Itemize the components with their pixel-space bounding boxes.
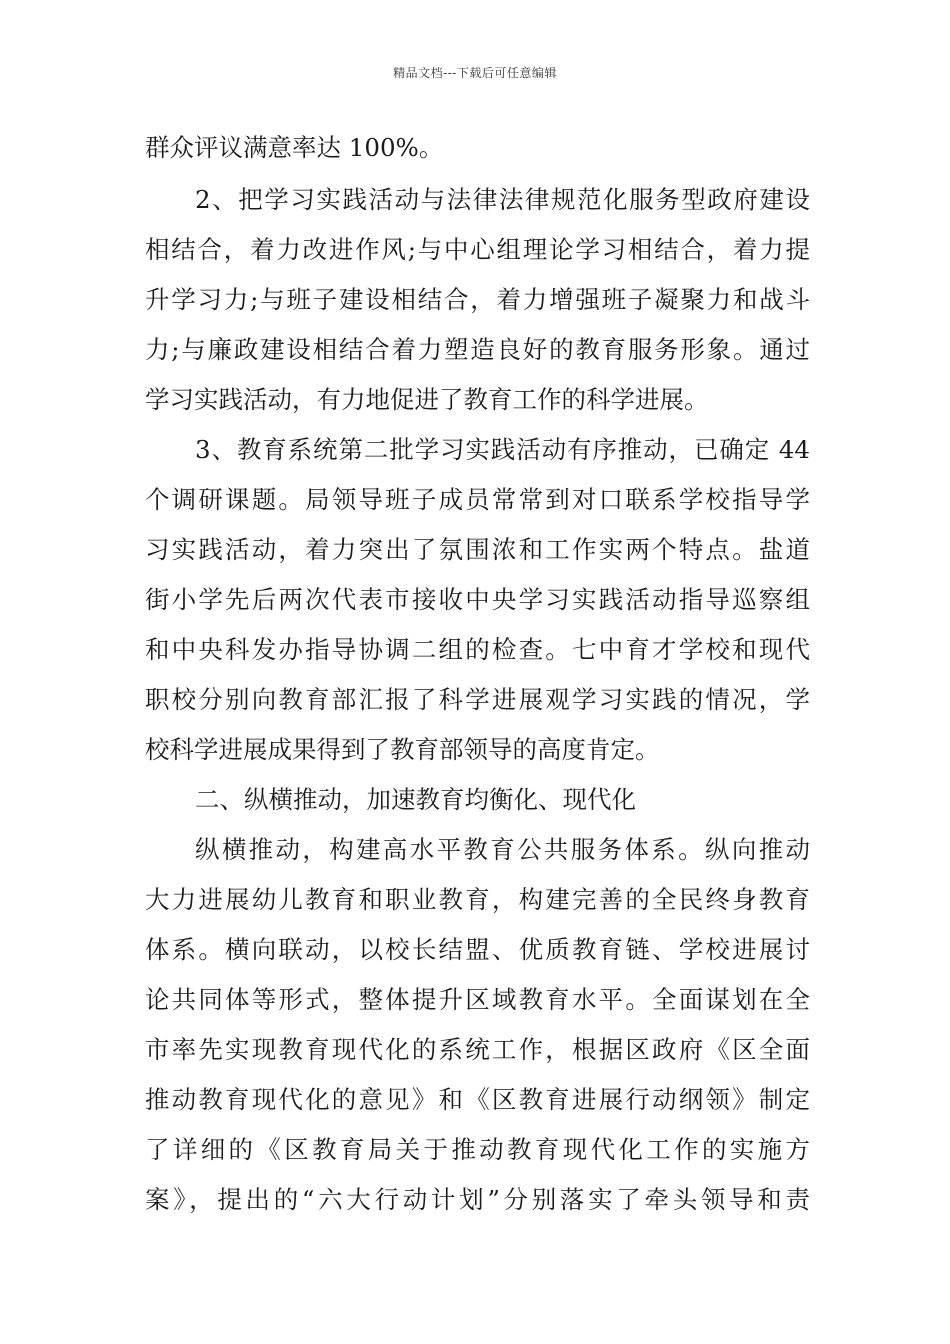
text-line: 纵横推动，构建高水平教育公共服务体系。纵向推动 <box>195 835 810 864</box>
text-line: 3、教育系统第二批学习实践活动有序推动，已确定 44 <box>195 435 810 464</box>
text-line: 校科学进展成果得到了教育部领导的高度肯定。 <box>145 735 660 764</box>
text-line: 习实践活动，着力突出了氛围浓和工作实两个特点。盐道 <box>145 535 810 564</box>
text-line: 升学习力;与班子建设相结合，着力增强班子凝聚力和战斗 <box>145 285 810 314</box>
text-line: 相结合，着力改进作风;与中心组理论学习相结合，着力提 <box>145 235 810 264</box>
text-line: 街小学先后两次代表市接收中央学习实践活动指导巡察组 <box>145 585 810 614</box>
text-line: 体系。横向联动，以校长结盟、优质教育链、学校进展讨 <box>145 935 810 964</box>
text-line: 了详细的《区教育局关于推动教育现代化工作的实施方 <box>145 1135 810 1164</box>
text-line: 职校分别向教育部汇报了科学进展观学习实践的情况，学 <box>145 685 810 714</box>
page-header: 精品文档---下载后可任意编辑 <box>393 66 557 80</box>
text-line: 个调研课题。局领导班子成员常常到对口联系学校指导学 <box>145 485 810 514</box>
text-line: 2、把学习实践活动与法律法律规范化服务型政府建设 <box>195 185 810 214</box>
section-heading: 二、纵横推动，加速教育均衡化、现代化 <box>195 785 636 814</box>
text-line: 案》，提出的“六大行动计划”分别落实了牵头领导和责 <box>145 1185 810 1214</box>
text-line: 市率先实现教育现代化的系统工作，根据区政府《区全面 <box>145 1035 810 1064</box>
text-line: 论共同体等形式，整体提升区域教育水平。全面谋划在全 <box>145 985 810 1014</box>
text-line: 群众评议满意率达 100%。 <box>145 133 444 162</box>
text-line: 学习实践活动，有力地促进了教育工作的科学进展。 <box>145 385 709 414</box>
text-line: 推动教育现代化的意见》和《区教育进展行动纲领》制定 <box>145 1085 810 1114</box>
text-line: 和中央科发办指导协调二组的检查。七中育才学校和现代 <box>145 635 810 664</box>
text-line: 力;与廉政建设相结合着力塑造良好的教育服务形象。通过 <box>145 335 810 364</box>
text-line: 大力进展幼儿教育和职业教育，构建完善的全民终身教育 <box>145 885 810 914</box>
